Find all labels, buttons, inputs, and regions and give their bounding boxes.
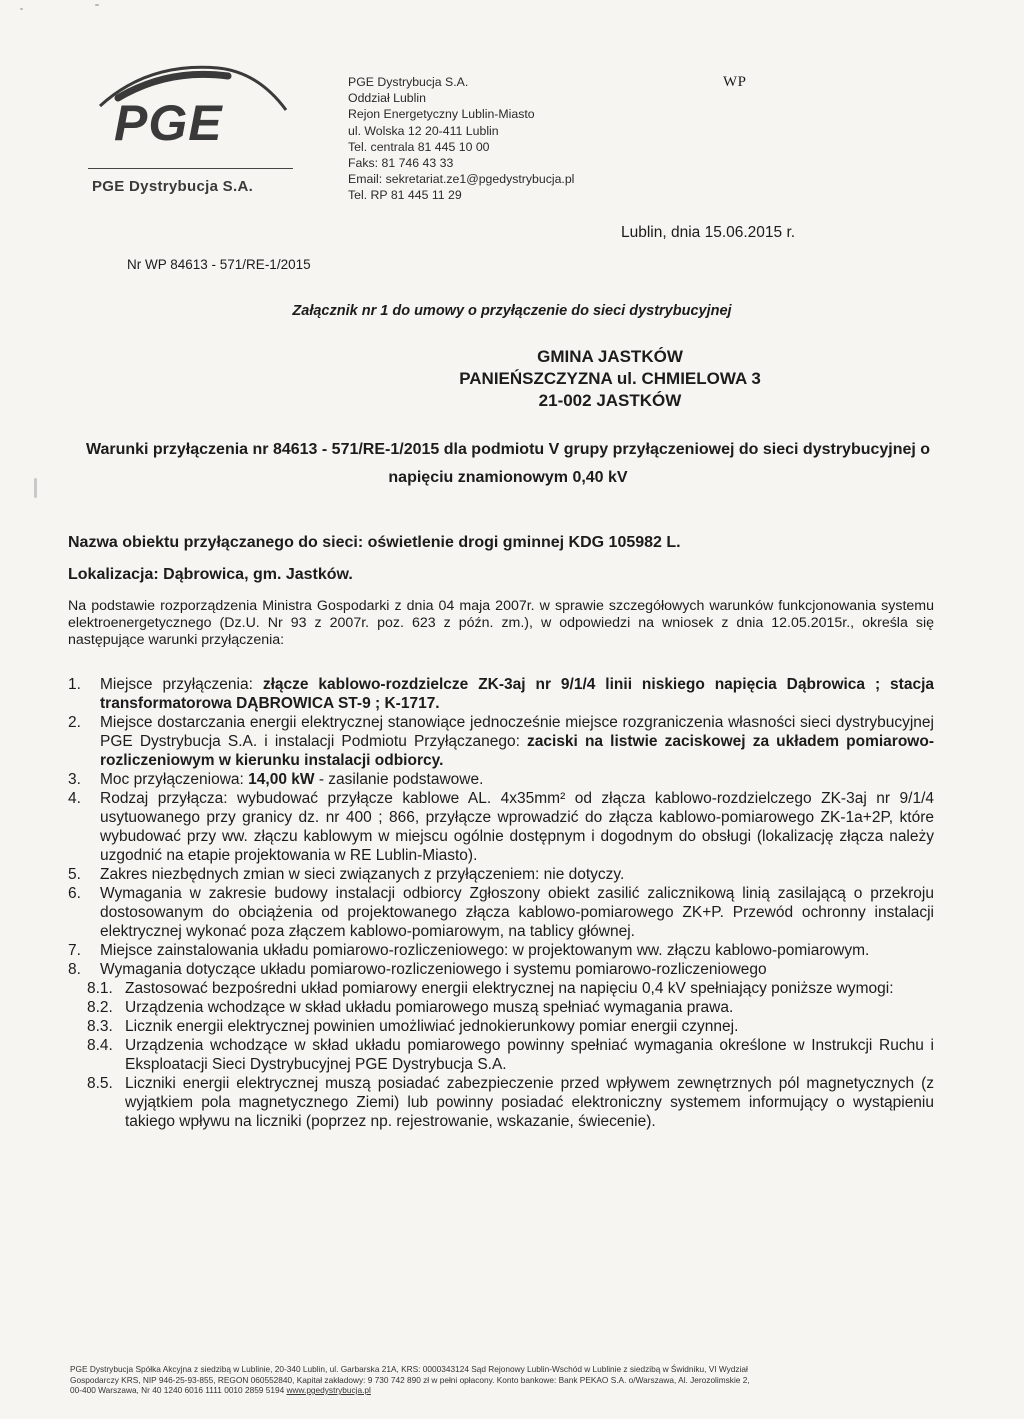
address-line: PGE Dystrybucja S.A.: [348, 75, 469, 89]
address-line: ul. Wolska 12 20-411 Lublin: [348, 123, 499, 138]
item-number: 4.: [68, 790, 81, 807]
website-link[interactable]: www.pgedystrybucja.pl: [286, 1385, 371, 1395]
list-item: [68, 960, 934, 979]
item-text: Miejsce dostarczania energii elektrycznej stanowiące jednocześnie miejsce rozgraniczenia własności sieci dystrybucyjnej PGE Dystrybucja S.A. i instalacji Podmiotu Przyłączanego:: [100, 714, 934, 750]
subitem-number: 8.1.: [87, 980, 113, 997]
conditions-list: [68, 675, 934, 1131]
item-text: Miejsce przyłączenia:: [100, 676, 263, 693]
intro-paragraph: Na podstawie rozporządzenia Ministra Gospodarki z dnia 04 maja 2007r. w sprawie szczegółowych warunków funkcjonowania systemu elektroenergetycznego (Dz.U. Nr 93 z 2007r. poz. 623 z późn. zm.), w odpowiedzi na wniosek z dnia 12.05.2015r., określa się następujące warunki przyłączenia:: [68, 598, 934, 648]
logo-company-name: PGE Dystrybucja S.A.: [92, 178, 254, 195]
list-item: [68, 770, 934, 789]
item-number: 5.: [68, 866, 81, 883]
object-name: Nazwa obiektu przyłączanego do sieci: oświetlenie drogi gminnej KDG 105982 L.: [68, 534, 681, 551]
conditions-title: Warunki przyłączenia nr 84613 - 571/RE-1/2015 dla podmiotu V grupy przyłączeniowej do sieci dystrybucyjnej o napięciu znamionowym 0,40 kV: [85, 441, 931, 486]
sub-list-item: [68, 1036, 934, 1074]
footer-line: Gospodarczy KRS, NIP 946-25-93-855, REGON 060552840, Kapitał zakładowy: 9 730 742 890 zł w pełni opłacony. Konto bankowe: Bank PEKAO S.A. o/Warszawa, Al. Jerozolimskie 2,: [70, 1374, 750, 1385]
corner-mark: WP: [723, 74, 747, 90]
date-line: Lublin, dnia 15.06.2015 r.: [621, 224, 796, 241]
item-text: Zakres niezbędnych zmian w sieci związanych z przyłączeniem: nie dotyczy.: [100, 866, 625, 883]
list-item: [68, 789, 934, 865]
subitem-text: Zastosować bezpośredni układ pomiarowy energii elektrycznej na napięciu 0,4 kV spełniający poniższe wymogi:: [125, 980, 894, 997]
item-number: 6.: [68, 885, 81, 902]
recipient-line: GMINA JASTKÓW: [537, 347, 683, 366]
list-item: [68, 884, 934, 941]
subitem-number: 8.5.: [87, 1075, 113, 1092]
address-line: Email: sekretariat.ze1@pgedystrybucja.pl: [348, 172, 575, 187]
scan-speck: [20, 8, 23, 10]
address-line: Rejon Energetyczny Lublin-Miasto: [348, 107, 535, 122]
item-bold-text: złącze kablowo-rozdzielcze ZK-3aj nr 9/1/4 linii niskiego napięcia Dąbrowica ; stacja transformatorowa DĄBROWICA ST-9 ; K-1717.: [100, 676, 934, 712]
subitem-text: Urządzenia wchodzące w skład układu pomiarowego muszą spełniać wymagania prawa.: [125, 999, 734, 1016]
list-item: [68, 675, 934, 713]
item-text: Wymagania dotyczące układu pomiarowo-rozliczeniowego i systemu pomiarowo-rozliczeniowego: [100, 961, 767, 978]
footer-line-text: 00-400 Warszawa, Nr 40 1240 6016 1111 0010 2859 5194: [70, 1385, 285, 1395]
sub-list-item: [68, 998, 934, 1017]
item-text: Miejsce zainstalowania układu pomiarowo-rozliczeniowego: w projektowanym ww. złączu kablowo-pomiarowym.: [100, 942, 870, 959]
item-number: 1.: [68, 676, 81, 693]
footer-line: [70, 1385, 940, 1396]
item-rest-text: - zasilanie podstawowe.: [314, 771, 484, 788]
scan-speck: [95, 4, 99, 6]
subitem-text: Liczniki energii elektrycznej muszą posiadać zabezpieczenie przed wpływem zewnętrznych pól magnetycznych (z wyjątkiem pola magnetycznego Ziemi) lub powinny posiadać elektroniczny systemem informujący o wystąpieniu takiego wpływu na liczniki (poprzez np. rejestrowanie, wskazanie, świecenie).: [125, 1075, 934, 1130]
item-text: Rodzaj przyłącza: wybudować przyłącze kablowe AL. 4x35mm² od złącza kablowo-rozdzielczego ZK-3aj nr 9/1/4 usytuowanego przy granicy dz. nr 400 ; 866, przyłącze wprowadzić do złącza kablowo-pomiarowego ZK-1a+2P, które wybudować przy ww. złączu kablowym w miejscu ogólnie dostępnym i dogodnym do obsługi (lokalizację złącza należy uzgodnić na etapie projektowania w RE Lublin-Miasto).: [100, 790, 934, 864]
footer-line: PGE Dystrybucja Spółka Akcyjna z siedzibą w Lublinie, 20-340 Lublin, ul. Garbarska 21A, KRS: 0000343124 Sąd Rejonowy Lublin-Wschód w Lublinie z siedzibą w Świdniku, VI Wydział: [70, 1364, 748, 1374]
sub-list-item: [68, 1017, 934, 1036]
item-bold-text: 14,00 kW: [248, 771, 315, 788]
list-item: [68, 865, 934, 884]
reference-number: Nr WP 84613 - 571/RE-1/2015: [127, 257, 311, 272]
logo-mark-text: PGE: [114, 95, 223, 151]
subitem-number: 8.4.: [87, 1037, 113, 1054]
sub-list-item: [68, 1074, 934, 1131]
item-number: 7.: [68, 942, 81, 959]
list-item: [68, 941, 934, 960]
address-line: Tel. RP 81 445 11 29: [348, 188, 462, 203]
item-number: 3.: [68, 771, 81, 788]
recipient-line: PANIEŃSZCZYZNA ul. CHMIELOWA 3: [459, 369, 761, 388]
company-footer: [70, 1364, 940, 1396]
sender-address: [348, 74, 574, 204]
item-text: Wymagania w zakresie budowy instalacji odbiorcy Zgłoszony obiekt zasilić zalicznikową linią zasilającą o przekroju dostosowanym do obciążenia od projektowanego złącza kablowo-pomiarowego ZK+P. Przewód ochronny instalacji elektrycznej wykonać poza złączem kablowo-pomiarowym, na tablicy głównej.: [100, 885, 934, 940]
address-line: Oddział Lublin: [348, 91, 426, 106]
object-location: Lokalizacja: Dąbrowica, gm. Jastków.: [68, 566, 353, 583]
list-item: [68, 713, 934, 770]
address-line: Tel. centrala 81 445 10 00: [348, 139, 490, 154]
address-line: Faks: 81 746 43 33: [348, 156, 454, 171]
item-number: 2.: [68, 714, 81, 731]
subitem-number: 8.2.: [87, 999, 113, 1016]
item-text: Moc przyłączeniowa:: [100, 771, 249, 788]
recipient-block: [380, 346, 840, 412]
pge-logo-icon: [88, 58, 303, 170]
subitem-text: Licznik energii elektrycznej powinien umożliwiać jednokierunkowy pomiar energii czynnej.: [125, 1018, 739, 1035]
scan-speck: [34, 478, 37, 498]
sub-list-item: [68, 979, 934, 998]
annex-title: Załącznik nr 1 do umowy o przyłączenie do sieci dystrybucyjnej: [292, 303, 732, 319]
subitem-text: Urządzenia wchodzące w skład układu pomiarowego powinny spełniać wymagania określone w Instrukcji Ruchu i Eksploatacji Sieci Dystrybucyjnej PGE Dystrybucja S.A.: [125, 1037, 934, 1073]
company-logo: [88, 58, 303, 198]
subitem-number: 8.3.: [87, 1018, 113, 1035]
item-bold-text: zaciski na listwie zaciskowej za układem pomiarowo-rozliczeniowym w kierunku instalacji odbiorcy.: [100, 733, 934, 769]
item-number: 8.: [68, 961, 81, 978]
logo-divider: [88, 168, 293, 169]
recipient-line: 21-002 JASTKÓW: [538, 391, 682, 410]
